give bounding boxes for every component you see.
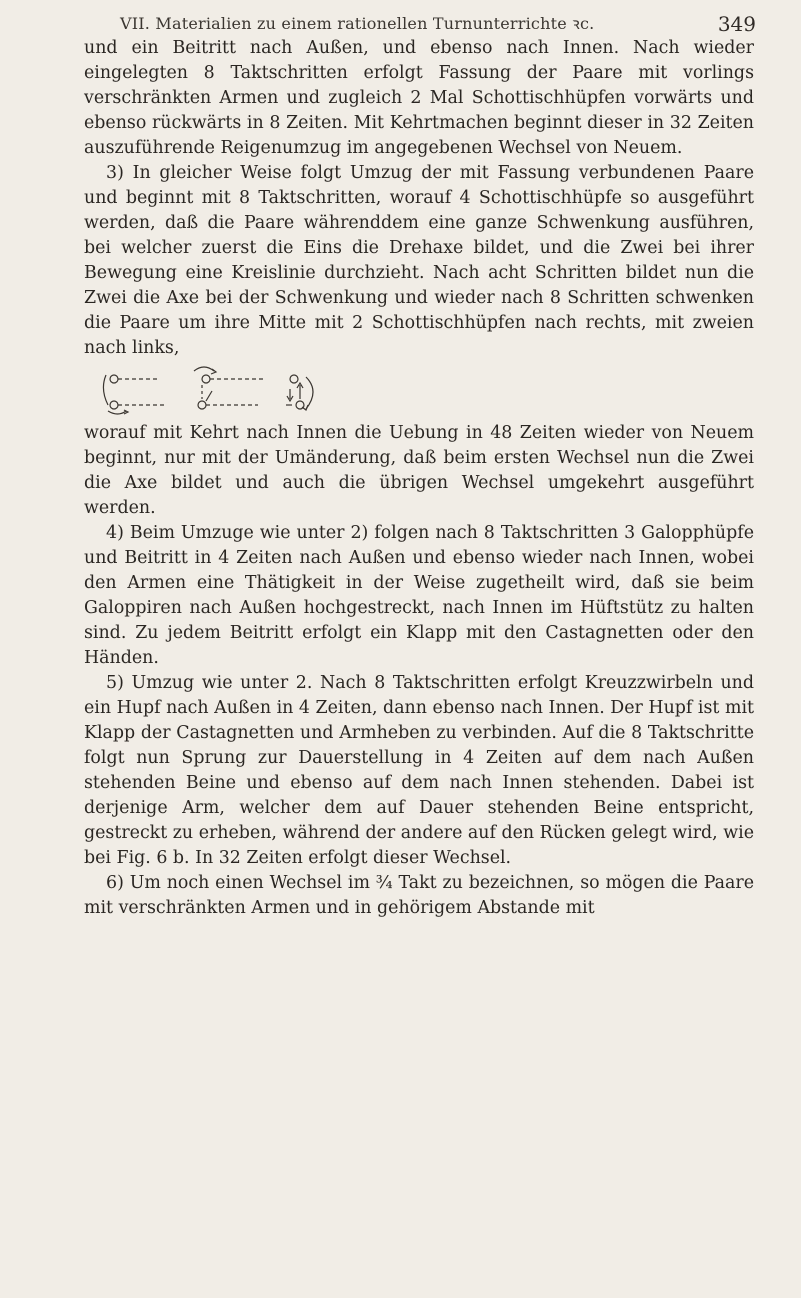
paragraph-3: worauf mit Kehrt nach Innen die Uebung in 48 Zeiten wieder von Neuem beginnt, nur mit der Umänderung, daß beim ersten Wechsel nun die Zwei die Axe bildet und auch die übrigen Wechsel umgekehrt ausgeführt werden. [84,423,754,518]
dancer-marker [202,375,210,383]
dancer-marker [290,375,298,383]
dancer-marker [198,401,206,409]
page-header [70,8,760,38]
running-head: VII. Materialien zu einem rationellen Turnunterrichte ꝛc. [120,14,595,33]
page-number: 349 [717,12,756,36]
dancer-marker [110,401,118,409]
paragraph-2: 3) In gleicher Weise folgt Umzug der mit Fassung verbundenen Paare und beginnt mit 8 Taktschritten, worauf 4 Schottischhüpfe so ausgeführt werden, daß die Paare währenddem eine ganze Schwenkung ausführen, bei welcher zuerst die Eins die Drehaxe bildet, und die Zwei bei ihrer Bewegung eine Kreislinie durchzieht. Nach acht Schritten bildet nun die Zwei die Axe bei der Schwenkung und wieder nach 8 Schritten schwenken die Paare um ihre Mitte mit 2 Schottischhüpfen nach rechts, mit zweien nach links, [84,163,754,358]
body-text [84,36,754,921]
dancer-marker [110,375,118,383]
figure-svg [94,361,334,419]
paragraph-4: 4) Beim Umzuge wie unter 2) folgen nach 8 Taktschritten 3 Galopphüpfe und Beitritt in 4 Zeiten nach Außen und ebenso wieder nach Innen, wobei den Armen eine Thätigkeit in der Weise zugetheilt wird, daß sie beim Galoppiren nach Außen hochgestreckt, nach Innen im Hüftstütz zu halten sind. Zu jedem Beitritt erfolgt ein Klapp mit den Castagnetten oder den Händen. [84,523,754,668]
paragraph-5: 5) Umzug wie unter 2. Nach 8 Taktschritten erfolgt Kreuzzwirbeln und ein Hupf nach Außen in 4 Zeiten, dann ebenso nach Innen. Der Hupf ist mit Klapp der Castagnetten und Armheben zu verbinden. Auf die 8 Taktschritte folgt nun Sprung zur Dauerstellung in 4 Zeiten auf dem nach Außen stehenden Beine und ebenso auf dem nach Innen stehenden. Dabei ist derjenige Arm, welcher dem auf Dauer stehenden Beine entspricht, gestreckt zu erheben, während der andere auf den Rücken gelegt wird, wie bei Fig. 6 b. In 32 Zeiten erfolgt dieser Wechsel. [84,673,754,868]
paragraph-6: 6) Um noch einen Wechsel im ¾ Takt zu bezeichnen, so mögen die Paare mit verschränkten Armen und in gehörigem Abstande mit [84,873,754,918]
paragraph-1: und ein Beitritt nach Außen, und ebenso nach Innen. Nach wieder eingelegten 8 Taktschritten erfolgt Fassung der Paare mit vorlings verschränkten Armen und zugleich 2 Mal Schottischhüpfen vorwärts und ebenso rückwärts in 8 Zeiten. Mit Kehrtmachen beginnt dieser in 32 Zeiten auszuführende Reigenumzug im angegebenen Wechsel von Neuem. [84,38,754,158]
schwenkung-diagram [84,361,754,421]
